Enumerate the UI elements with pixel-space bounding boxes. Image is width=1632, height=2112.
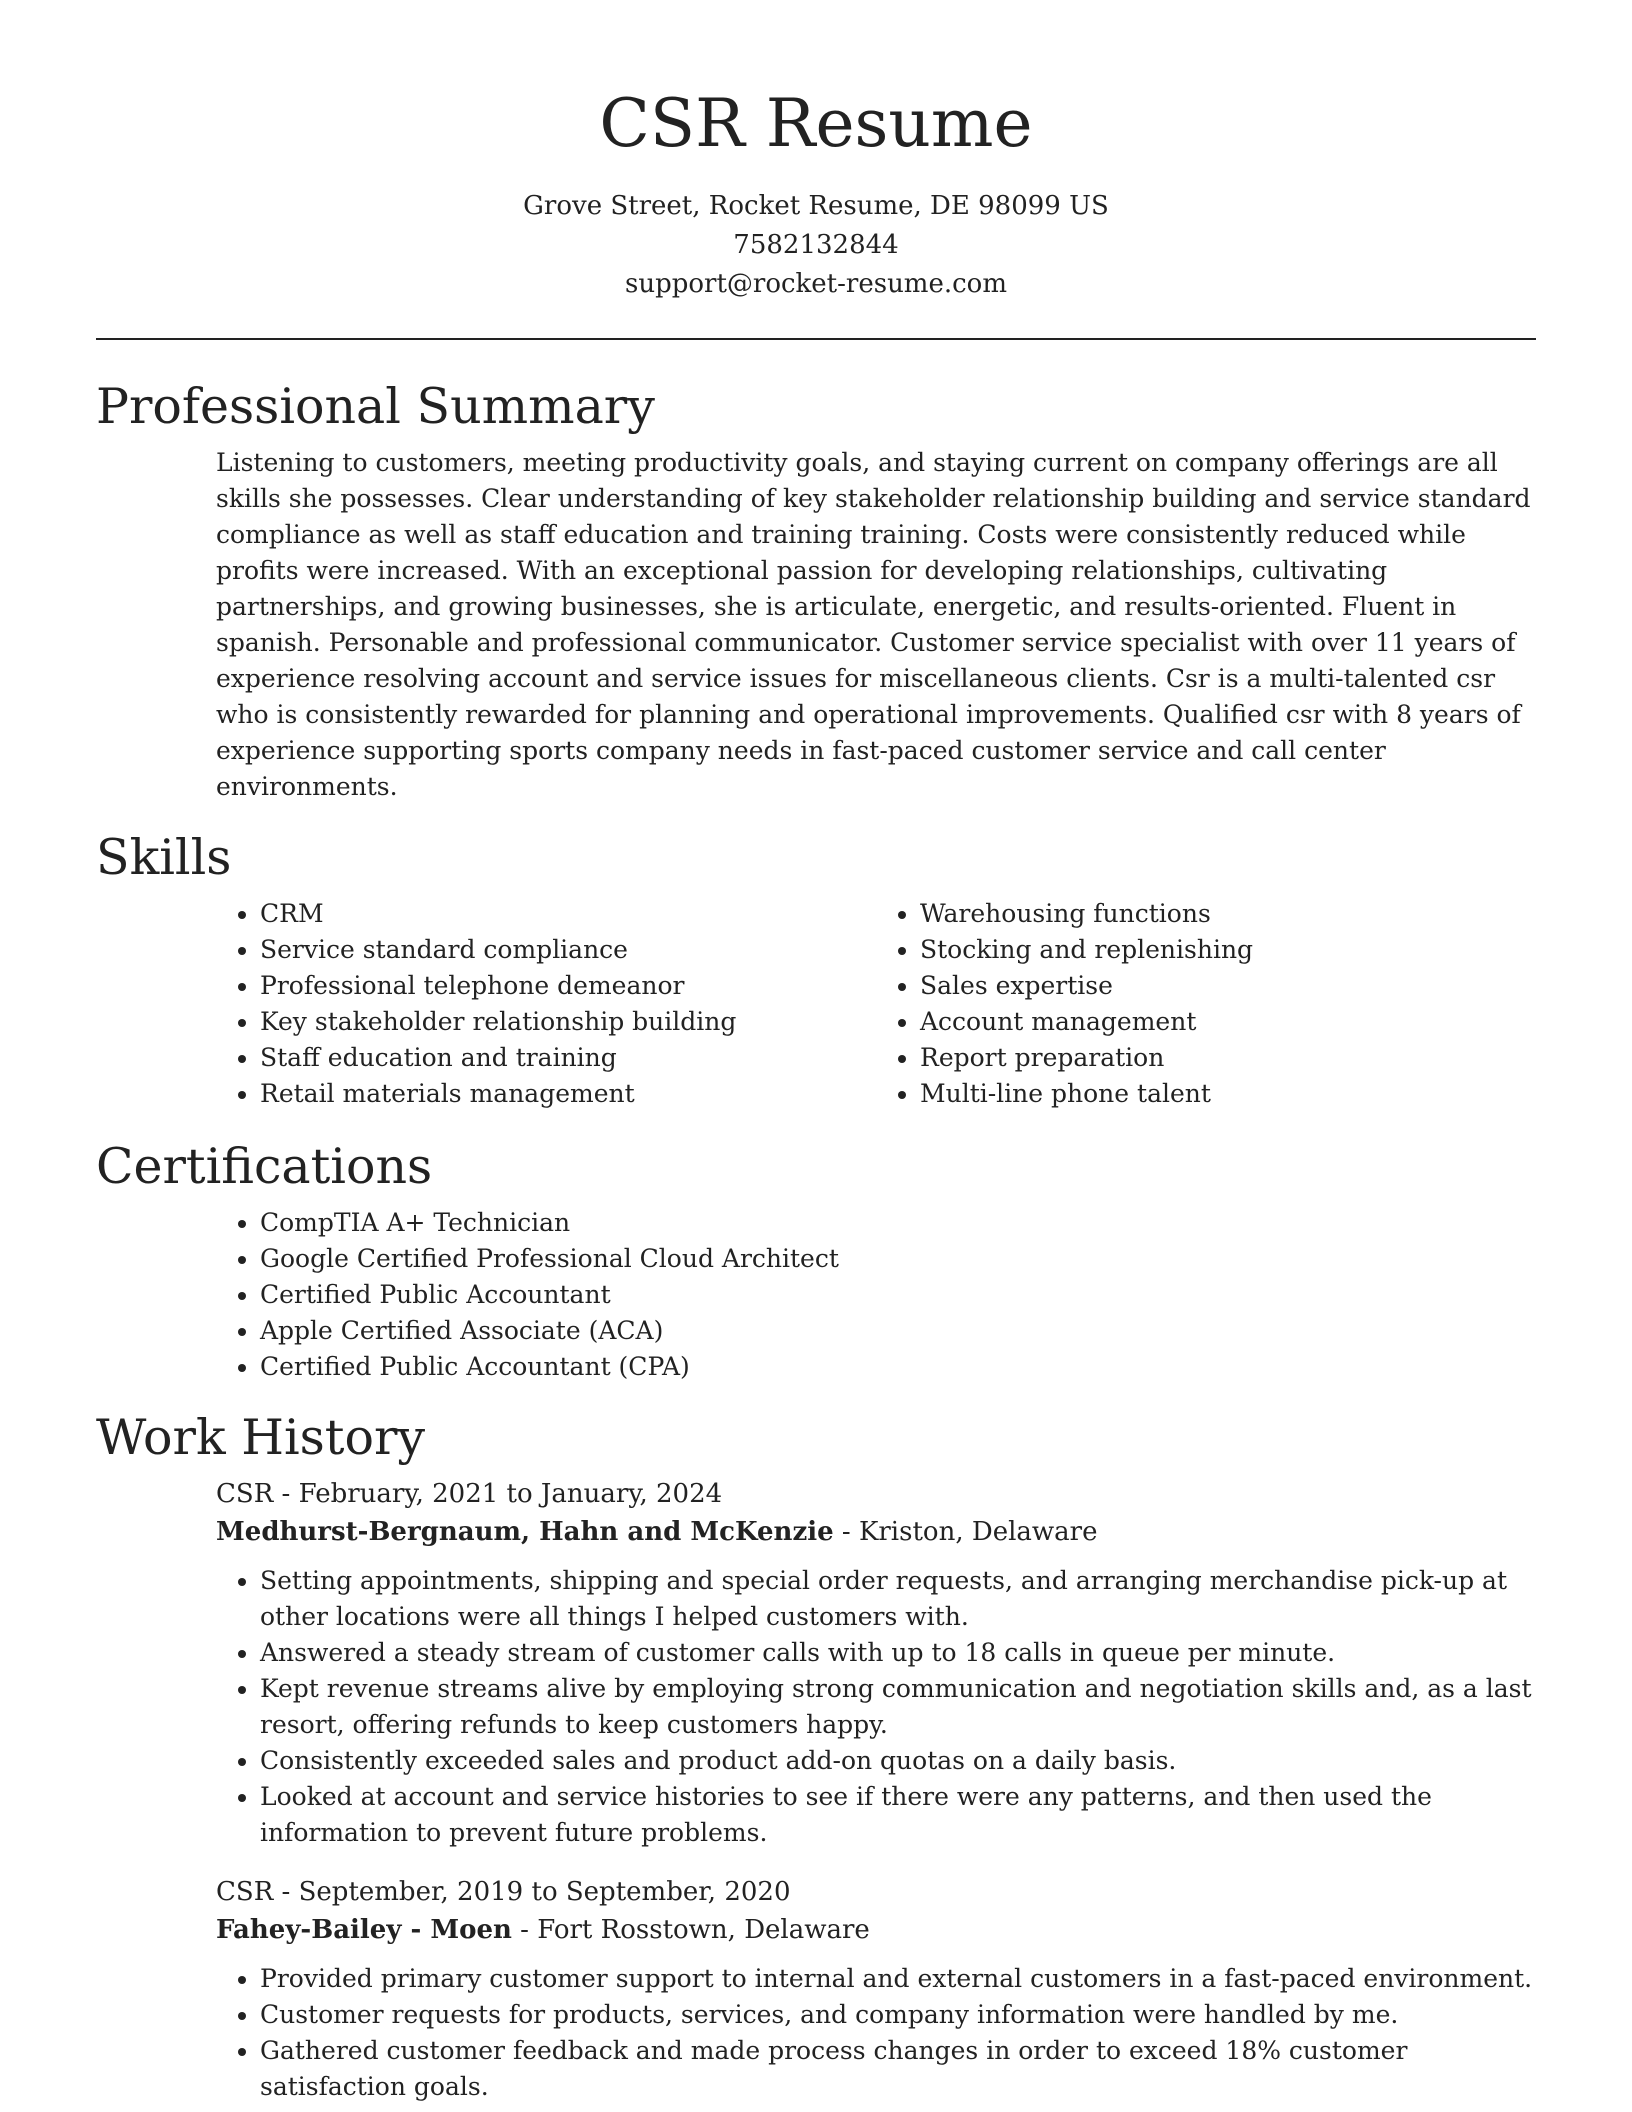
list-item: • Gathered customer feedback and made process changes in order to exceed 18% customer satisfaction goals. [260, 2033, 1536, 2105]
phone: 7582132844 [733, 230, 899, 261]
email: support@rocket-resume.com [624, 269, 1007, 300]
skills-columns [216, 888, 1536, 1112]
resume-name: CSR Resume [599, 85, 1033, 162]
list-item: • Consistently exceeded sales and product add-on quotas on a daily basis. [260, 1743, 1536, 1779]
skills-heading: Skills [96, 828, 232, 886]
job-location: - Fort Rosstown, Delaware [511, 1915, 870, 1946]
summary-text: Listening to customers, meeting productivity goals, and staying current on company offerings are all skills she possesses. Clear understanding of key stakeholder relationship building and service standard compliance as well as staff education and training training. Costs were consistently reduced while profits were increased. With an exceptional passion for developing relationships, cultivating partnerships, and growing businesses, she is articulate, energetic, and results-oriented. Fluent in spanish. Personable and professional communicator. Customer service specialist with over 11 years of experience resolving account and service issues for miscellaneous clients. Csr is a multi-talented csr who is consistently rewarded for planning and operational improvements. Qualified csr with 8 years of experience supporting sports company needs in fast-paced customer service and call center environments. [216, 447, 1531, 801]
company-name: Fahey-Bailey - Moen [216, 1915, 512, 1946]
work-section [96, 1409, 1536, 2106]
address: Grove Street, Rocket Resume, DE 98099 US [523, 191, 1109, 222]
list-item: • Provided primary customer support to internal and external customers in a fast-paced environment. [260, 1961, 1536, 1997]
skills-section [96, 829, 1536, 1112]
list-item: • Google Certified Professional Cloud Architect [260, 1241, 1536, 1277]
job-title: CSR - February, 2021 to January, 2024 [216, 1479, 723, 1510]
list-item: • CompTIA A+ Technician [260, 1205, 1536, 1241]
job-company-line [216, 1911, 1536, 1949]
list-item: • Kept revenue streams alive by employing strong communication and negotiation skills and, as a last resort, offering refunds to keep customers happy. [260, 1671, 1536, 1743]
job-location: - Kriston, Delaware [833, 1517, 1098, 1548]
certifications-section [96, 1138, 1536, 1385]
skills-list-right [876, 896, 1536, 1112]
list-item: • Looked at account and service histories to see if there were any patterns, and then used the information to prevent future problems. [260, 1779, 1536, 1851]
list-item: • Report preparation [920, 1040, 1536, 1076]
job-title: CSR - September, 2019 to September, 2020 [216, 1877, 791, 1908]
list-item: • Customer requests for products, services, and company information were handled by me. [260, 1997, 1536, 2033]
job-entry [216, 1873, 1536, 2105]
summary-heading: Professional Summary [96, 378, 655, 436]
list-item: • Sales expertise [920, 968, 1536, 1004]
job-bullets [216, 1563, 1536, 1851]
header-divider [96, 338, 1536, 340]
list-item: • CRM [260, 896, 876, 932]
job-bullets [216, 1961, 1536, 2105]
list-item: • Setting appointments, shipping and special order requests, and arranging merchandise pick-up at other locations were all things I helped customers with. [260, 1563, 1536, 1635]
list-item: • Certified Public Accountant [260, 1277, 1536, 1313]
work-heading: Work History [96, 1408, 426, 1466]
summary-section [96, 378, 1536, 805]
job-list [216, 1475, 1536, 2105]
list-item: • Warehousing functions [920, 896, 1536, 932]
company-name: Medhurst-Bergnaum, Hahn and McKenzie [216, 1517, 834, 1548]
contact-block [0, 187, 1632, 304]
job-entry [216, 1475, 1536, 1851]
certifications-list [216, 1205, 1536, 1385]
list-item: • Account management [920, 1004, 1536, 1040]
list-item: • Apple Certified Associate (ACA) [260, 1313, 1536, 1349]
list-item: • Multi-line phone talent [920, 1076, 1536, 1112]
list-item: • Answered a steady stream of customer calls with up to 18 calls in queue per minute. [260, 1635, 1536, 1671]
skills-list-left [216, 896, 876, 1112]
certifications-heading: Certifications [96, 1137, 433, 1195]
job-company-line [216, 1513, 1536, 1551]
resume-header [0, 0, 1632, 304]
list-item: • Stocking and replenishing [920, 932, 1536, 968]
list-item: • Staff education and training [260, 1040, 876, 1076]
list-item: • Retail materials management [260, 1076, 876, 1112]
list-item: • Professional telephone demeanor [260, 968, 876, 1004]
list-item: • Service standard compliance [260, 932, 876, 968]
list-item: • Key stakeholder relationship building [260, 1004, 876, 1040]
list-item: • Certified Public Accountant (CPA) [260, 1349, 1536, 1385]
